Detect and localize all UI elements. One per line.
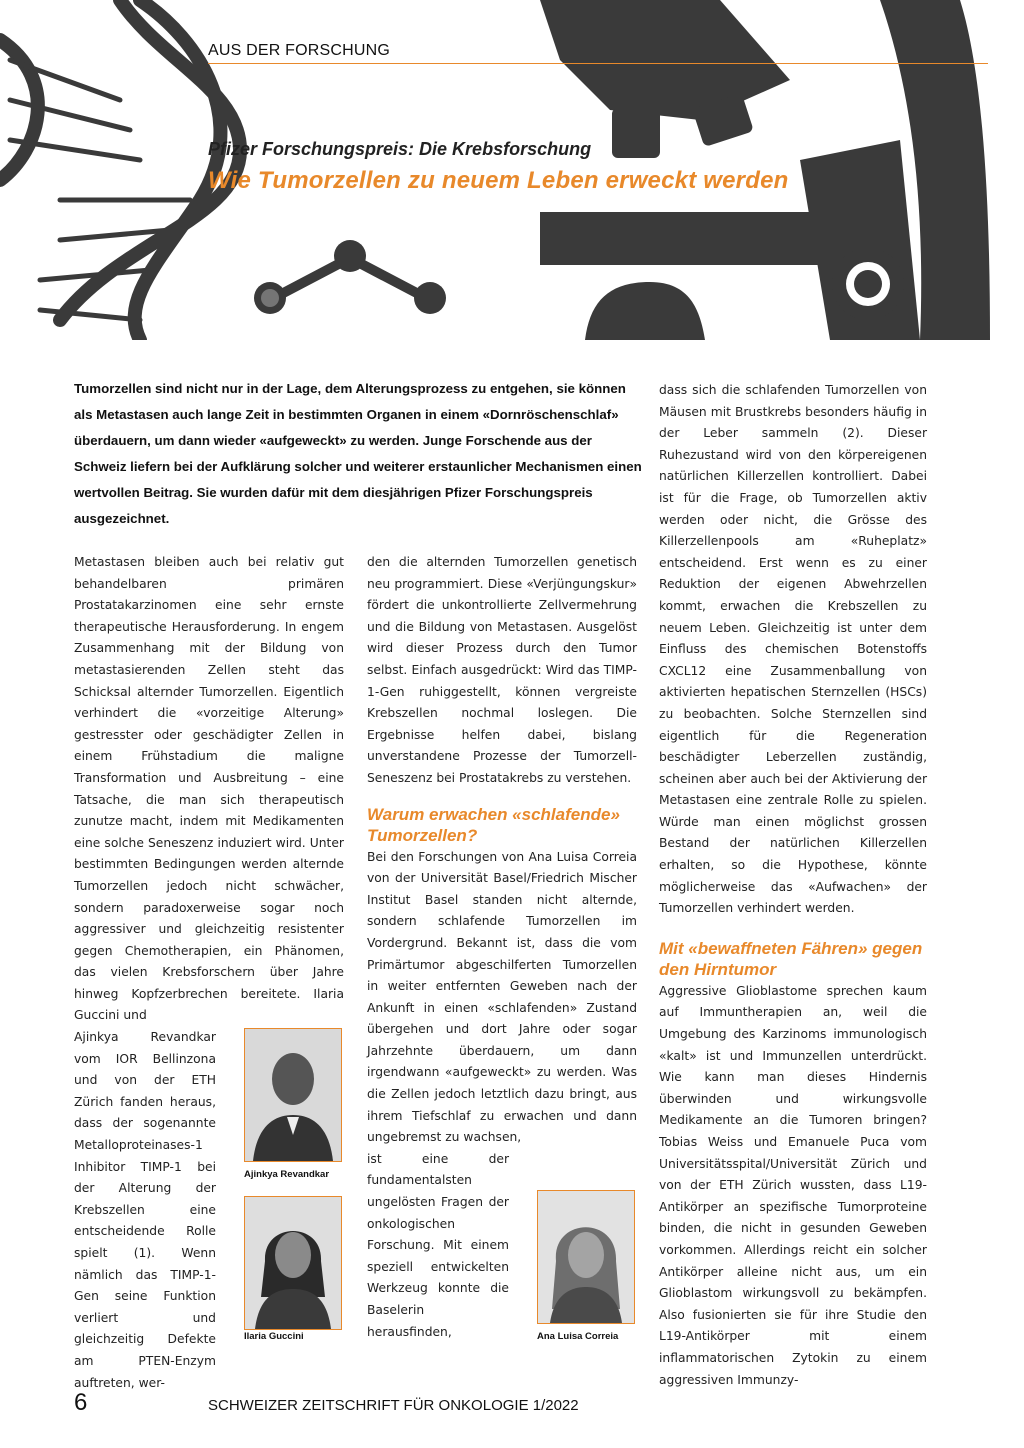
paragraph: ist eine der fundamentalsten ungelösten Fragen der onkologischen Forschung. Mit einem speziell entwickelten Werkzeug konnte die Baselerin herausfinden, bbox=[367, 1151, 509, 1339]
article-kicker: Pfizer Forschungspreis: Die Krebsforschung bbox=[208, 139, 592, 159]
header-rule bbox=[208, 63, 988, 64]
paragraph: dass sich die schlafenden Tumorzellen von Mäusen mit Brustkrebs besonders häufig in der Leber sammeln (2). Dieser Ruhezustand wird von den körpereigenen natürlichen Killerzellen kontrolliert. Dabei ist für die Frage, ob Tumorzellen aktiv werden oder nicht, die Grösse des Killerzellenpools am «Ruheplatz» entscheidend. Erst wenn es zu einer Reduktion der eigenen Abwehrzellen kommt, erwachen die Krebszellen zu neuem Leben. Gleichzeitig ist unter dem Einfluss des chemischen Botenstoffs CXCL12 eine Zusammenballung von aktivierten hepatischen Sternzellen (HSCs) zu beobachten. Solche Sternzellen sind eigentlich für die Regeneration beschädigter Leberzellen zuständig, scheinen aber auch bei der Aktivierung der Metastasen eine zentrale Rolle zu spielen. Würde man einen möglichst grossen Bestand der natürlichen Killerzellen erhalten, so die Hypothese, könnte möglicherweise das «Aufwachen» der Tumorzellen verhindert werden. bbox=[659, 383, 927, 916]
article-lead: Tumorzellen sind nicht nur in der Lage, dem Alterungsprozess zu entgehen, sie können als Metastasen auch lange Zeit in bestimmten Organen in einem «Dornröschenschlaf» überdauern, um dann wieder «aufgeweckt» zu werden. Junge Forschende aus der Schweiz liefern bei der Aufklärung solcher und weiterer erstaunlicher Mechanismen einen wertvollen Beitrag. Sie wurden dafür mit dem diesjährigen Pfizer Forschungspreis ausgezeichnet. bbox=[74, 381, 642, 526]
photo-caption: Ajinkya Revandkar bbox=[244, 1169, 330, 1180]
section-heading: Mit «bewaffneten Fähren» gegen den Hirntumor bbox=[659, 938, 923, 979]
portrait-photo-revandkar bbox=[244, 1028, 342, 1162]
paragraph: Metastasen bleiben auch bei relativ gut behandelbaren primären Prostatakarzinomen eine sehr ernste therapeutische Herausforderung. In engem Zusammenhang mit der Bildung von metastasierenden Zellen steht das Schicksal alternder Tumorzellen. Eigentlich verhindert die «vorzeitige Alterung» gestresster oder geschädigter Zellen in einem Frühstadium die maligne Transformation und Ausbreitung – eine Tatsache, die man sich therapeutisch zunutze macht, indem mit Medikamenten eine solche Seneszenz induziert wird. Unter bestimmten Bedingungen werden alternde Tumorzellen jedoch nicht schwächer, sondern paradoxerweise sogar noch aggressiver und gleichzeitig resistenter gegen Chemotherapien, ein Phänomen, das vielen Krebsforschern über Jahre hinweg Kopfzerbrechen bereitete. Ilaria Guccini und bbox=[74, 555, 344, 1023]
paragraph: Ajinkya Revandkar vom IOR Bellinzona und von der ETH Zürich fanden heraus, dass der sogenannte Metalloproteinases-1 Inhibitor TIMP-1 bei der Alterung der Krebszellen eine entscheidende Rolle spielt (1). Wenn nämlich das TIMP-1-Gen seine Funktion verliert und gleichzeitig Defekte am PTEN-Enzym auftreten, wer- bbox=[74, 1030, 216, 1390]
section-heading: Warum erwachen «schlafende» Tumorzellen? bbox=[367, 804, 620, 845]
dna-helix-icon bbox=[0, 0, 240, 340]
paragraph: Aggressive Glioblastome sprechen kaum auf Immuntherapien an, weil die Umgebung des Karzinoms immunologisch «kalt» ist und Immunzellen unterdrückt. Wie kann man dieses Hindernis überwinden und wirkungsvolle Medikamente an die Tumoren bringen? Tobias Weiss und Emanuele Puca vom Universitätsspital/Universität Zürich und von der ETH Zürich wussten, dass L19-Antikörper an spezifische Tumorproteine binden, die nicht in gesunden Geweben vorkommen. Allerdings reicht ein solcher Antikörper alleine nicht aus, um ein Glioblastom wirkungsvoll zu bekämpfen. Also fusionierten sie für ihre Studie den L19-Antikörper mit einem inflammatorischen Zytokin zu einem aggressiven Immunzy- bbox=[659, 983, 927, 1387]
journal-title: SCHWEIZER ZEITSCHRIFT FÜR ONKOLOGIE 1/2022 bbox=[208, 1397, 579, 1414]
photo-caption: Ana Luisa Correia bbox=[537, 1331, 619, 1342]
paragraph: den die alternden Tumorzellen genetisch neu programmiert. Diese «Verjüngungskur» fördert die unkontrollierte Zellvermehrung und die Bildung von Metastasen. Ausgelöst wird dieser Prozess durch den Tumor selbst. Einfach ausgedrückt: Wird das TIMP-1-Gen ruhiggestellt, können vergreiste Krebszellen nochmal loslegen. Die Ergebnisse helfen dabei, bislang unverstandene Prozesse der Tumorzell-Seneszenz bei Prostatakrebs zu verstehen. bbox=[367, 555, 637, 785]
portrait-photo-guccini bbox=[244, 1196, 342, 1330]
text-column-3 bbox=[659, 380, 927, 1391]
photo-caption: Ilaria Guccini bbox=[244, 1331, 304, 1342]
section-label: AUS DER FORSCHUNG bbox=[208, 42, 391, 59]
paragraph: Bei den Forschungen von Ana Luisa Correia von der Universität Basel/Friedrich Mischer Institut Basel standen nicht alternde, sondern schlafende Tumorzellen im Vordergrund. Bekannt ist, dass die vom Primärtumor abgeschilferten Tumorzellen in weiter entfernten Geweben nach der Ankunft in einen «schlafenden» Zustand übergehen und dort Jahre oder sogar Jahrzehnte überdauern, um dann irgendwann «aufgeweckt» zu werden. Was die Zellen jedoch letztlich dazu bringt, aus ihrem Tiefschlaf zu erwachen und dann ungebremst zu wachsen, bbox=[367, 849, 637, 1145]
portrait-photo-correia bbox=[537, 1190, 635, 1324]
molecule-icon bbox=[254, 240, 446, 314]
page-number: 6 bbox=[74, 1389, 88, 1416]
article-headline: Wie Tumorzellen zu neuem Leben erweckt werden bbox=[208, 167, 789, 194]
